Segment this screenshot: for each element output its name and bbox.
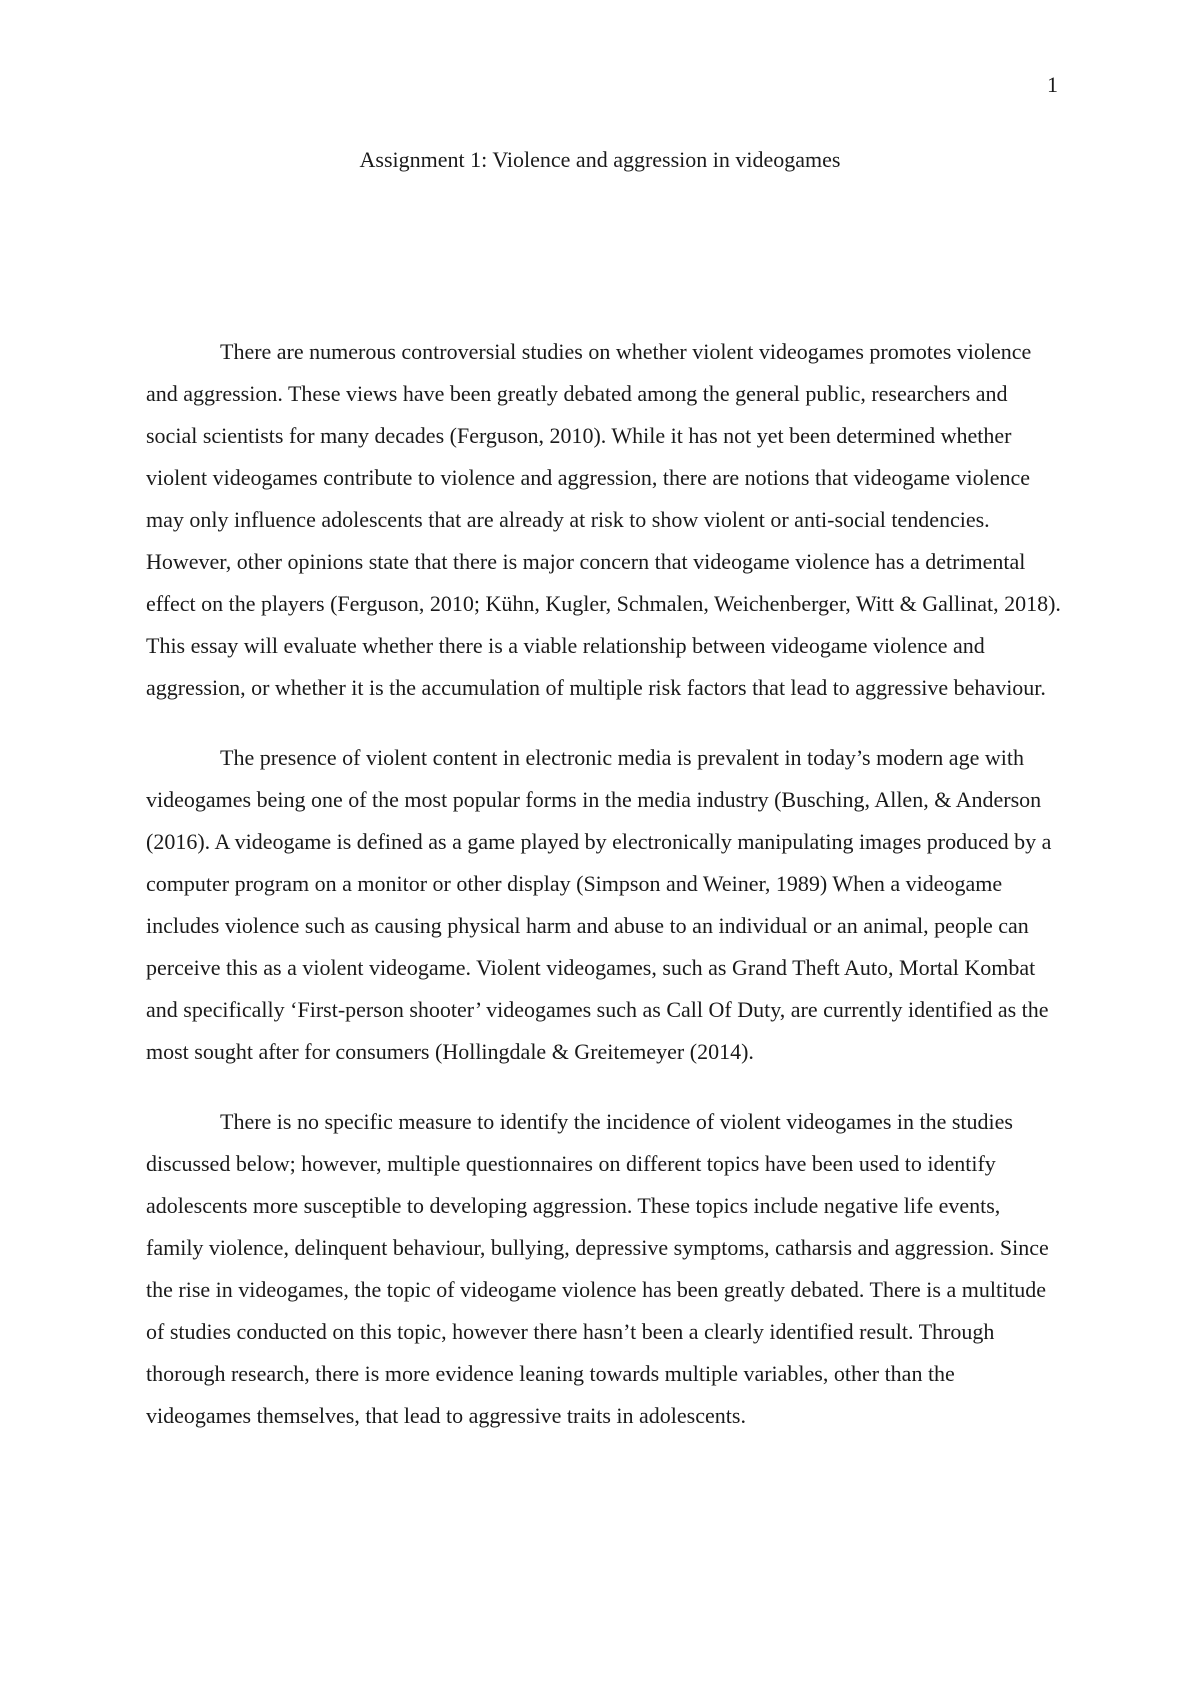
body-paragraph-3: There is no specific measure to identify the incidence of violent videogames in the studies discussed below; however, multiple questionnaires on different topics have been used to identify adolescents more susceptible to developing aggression. These topics include negative life events, family violence, delinquent behaviour, bullying, depressive symptoms, catharsis and aggression. Since the rise in videogames, the topic of videogame violence has been greatly debated. There is a multitude of studies conducted on this topic, however there hasn’t been a clearly identified result. Through thorough research, there is more evidence leaning towards multiple variables, other than the videogames themselves, that lead to aggressive traits in adolescents. <box>146 1109 1049 1428</box>
body-paragraph-2: The presence of violent content in electronic media is prevalent in today’s modern age with videogames being one of the most popular forms in the media industry (Busching, Allen, & Anderson (2016). A videogame is defined as a game played by electronically manipulating images produced by a computer program on a monitor or other display (Simpson and Weiner, 1989) When a videogame includes violence such as causing physical harm and abuse to an individual or an animal, people can perceive this as a violent videogame. Violent videogames, such as Grand Theft Auto, Mortal Kombat and specifically ‘First-person shooter’ videogames such as Call Of Duty, are currently identified as the most sought after for consumers (Hollingdale & Greitemeyer (2014). <box>146 745 1052 1064</box>
document-title: Assignment 1: Violence and aggression in videogames <box>359 147 841 172</box>
document-body <box>146 331 1063 1437</box>
body-paragraph-1: There are numerous controversial studies on whether violent videogames promotes violence and aggression. These views have been greatly debated among the general public, researchers and social scientists for many decades (Ferguson, 2010). While it has not yet been determined whether violent videogames contribute to violence and aggression, there are notions that videogame violence may only influence adolescents that are already at risk to show violent or anti-social tendencies. However, other opinions state that there is major concern that videogame violence has a detrimental effect on the players (Ferguson, 2010; Kühn, Kugler, Schmalen, Weichenberger, Witt & Gallinat, 2018). This essay will evaluate whether there is a viable relationship between videogame violence and aggression, or whether it is the accumulation of multiple risk factors that lead to aggressive behaviour. <box>146 339 1061 700</box>
page-number: 1 <box>1047 72 1058 97</box>
